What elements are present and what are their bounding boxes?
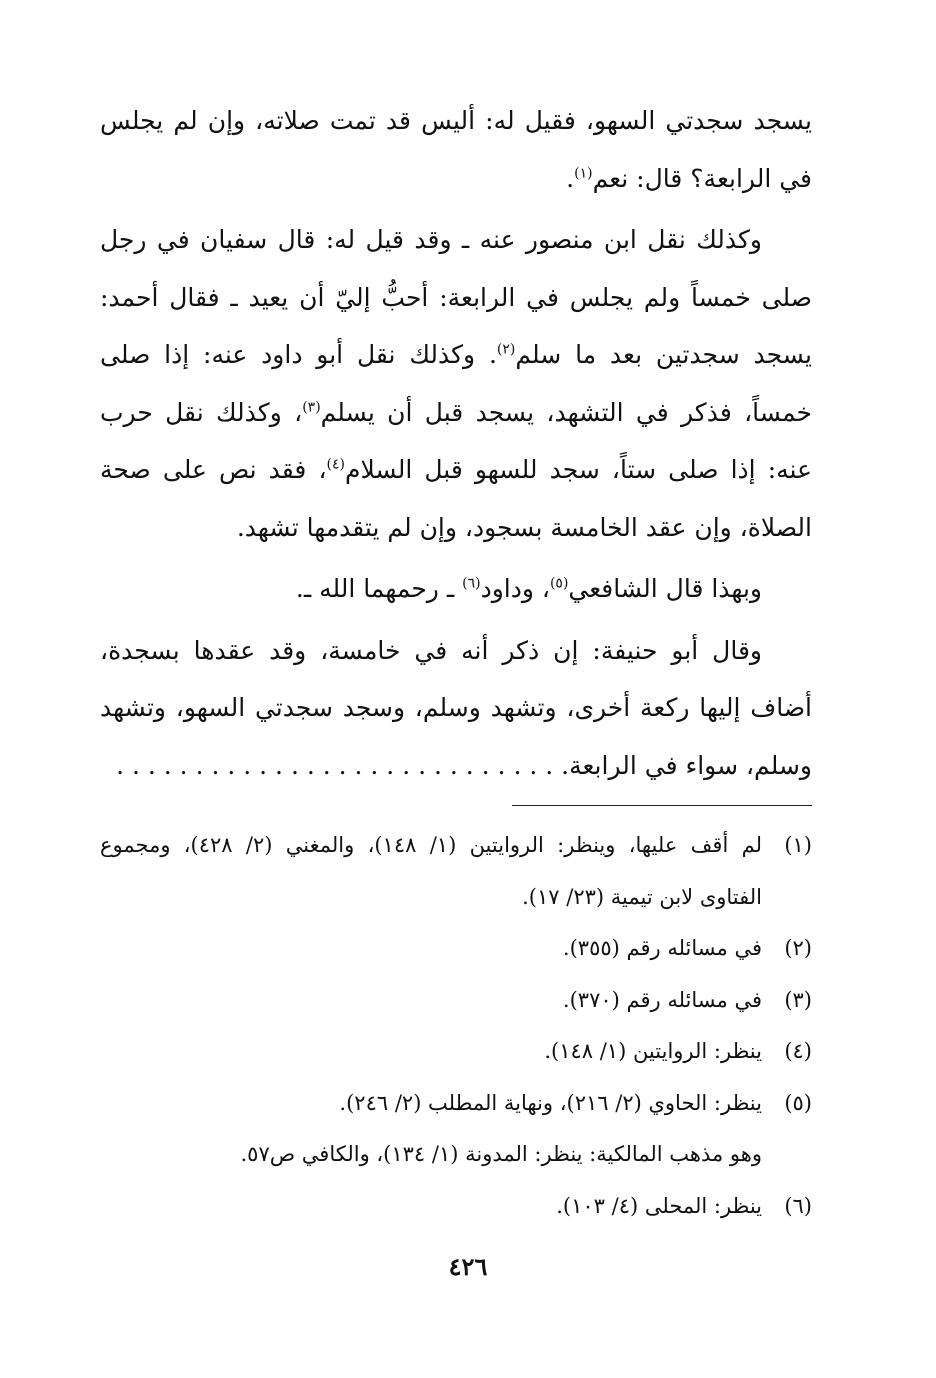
paragraph-3: [100, 560, 812, 618]
footnote-3: [100, 975, 812, 1027]
text-run: ، فقد نص على صحة الصلاة، وإن عقد الخامسة بسجود، وإن لم يتقدمها تشهد.: [100, 455, 812, 542]
text-run: يسجد سجدتي السهو، فقيل له: أليس قد تمت صلاته، وإن لم يجلس في الرابعة؟ قال: نعم: [100, 106, 812, 193]
main-text: [100, 92, 812, 794]
footnote-text: في مسائله رقم (٣٥٥).: [562, 936, 762, 960]
footnote-text: ينظر: الروايتين (١/ ١٤٨).: [544, 1039, 762, 1063]
footnote-1: [100, 820, 812, 923]
footnote-number: (٤): [784, 1039, 812, 1063]
footnote-text: لم أقف عليها، وينظر: الروايتين (١/ ١٤٨)، والمغني (٢/ ٤٢٨)، ومجموع الفتاوى لابن تيمية (٢٣/ ١٧).: [100, 833, 762, 909]
text-run: وقال أبو حنيفة: إن ذكر أنه في خامسة، وقد عقدها بسجدة، أضاف إليها ركعة أخرى، وتشهد وسلم، وسجد سجدتي السهو، وتشهد وسلم، سواء في الرابعة. . . . . . . . . . . . . . . . . . . . . . . . . . . . .: [100, 635, 812, 780]
footnote-ref-3[interactable]: (٣): [302, 399, 321, 416]
footnote-5-continuation: وهو مذهب المالكية: ينظر: المدونة (١/ ١٣٤)، والكافي ص٥٧.: [240, 1142, 762, 1166]
footnote-number: (٥): [784, 1090, 812, 1115]
text-run: وكذلك نقل ابن منصور عنه ـ وقد قيل له: قال سفيان في رجل صلى خمساً ولم يجلس في الرابعة: أحبُّ إليّ أن يعيد ـ فقال أحمد: يسجد سجدتين بعد ما سلم: [100, 225, 813, 369]
text-run: ، وكذلك نقل حرب عنه: إذا صلى ستاً، سجد للسهو قبل السلام: [100, 397, 812, 484]
footnote-number: (١): [784, 833, 812, 857]
text-run: وبهذا قال الشافعي: [568, 574, 762, 603]
page-number: ٤٢٦: [448, 1252, 488, 1281]
footnote-text: ينظر: المحلى (٤/ ١٠٣).: [556, 1193, 762, 1218]
footnote-text: في مسائله رقم (٣٧٠).: [562, 987, 762, 1012]
footnotes: [100, 820, 812, 1232]
footnote-separator: [512, 805, 812, 806]
text-run: .: [566, 163, 575, 193]
footnote-ref-6[interactable]: (٦): [462, 575, 481, 592]
paragraph-2: [100, 211, 812, 556]
text-run: ـ رحمهما الله ـ.: [295, 574, 463, 603]
paragraph-4: [100, 622, 812, 795]
text-run: . وكذلك نقل أبو داود عنه: إذا صلى خمساً، فذكر في التشهد، يسجد قبل أن يسلم: [100, 340, 813, 427]
footnote-number: (٢): [784, 936, 812, 960]
footnote-ref-5[interactable]: (٥): [549, 575, 569, 592]
footnote-ref-1[interactable]: (١): [574, 165, 593, 182]
paragraph-1: [100, 92, 812, 207]
footnote-ref-4[interactable]: (٤): [326, 456, 345, 473]
footnote-5: [100, 1078, 812, 1130]
footnote-ref-2[interactable]: (٢): [496, 341, 516, 358]
footnote-text: ينظر: الحاوي (٢/ ٢١٦)، ونهاية المطلب (٢/ ٢٤٦).: [339, 1090, 762, 1115]
footnote-number: (٣): [784, 987, 812, 1012]
footnote-4: [100, 1026, 812, 1078]
footnote-6: [100, 1181, 812, 1233]
footnote-number: (٦): [784, 1193, 812, 1218]
footnote-2: [100, 923, 812, 975]
text-run: ، وداود: [480, 574, 550, 603]
